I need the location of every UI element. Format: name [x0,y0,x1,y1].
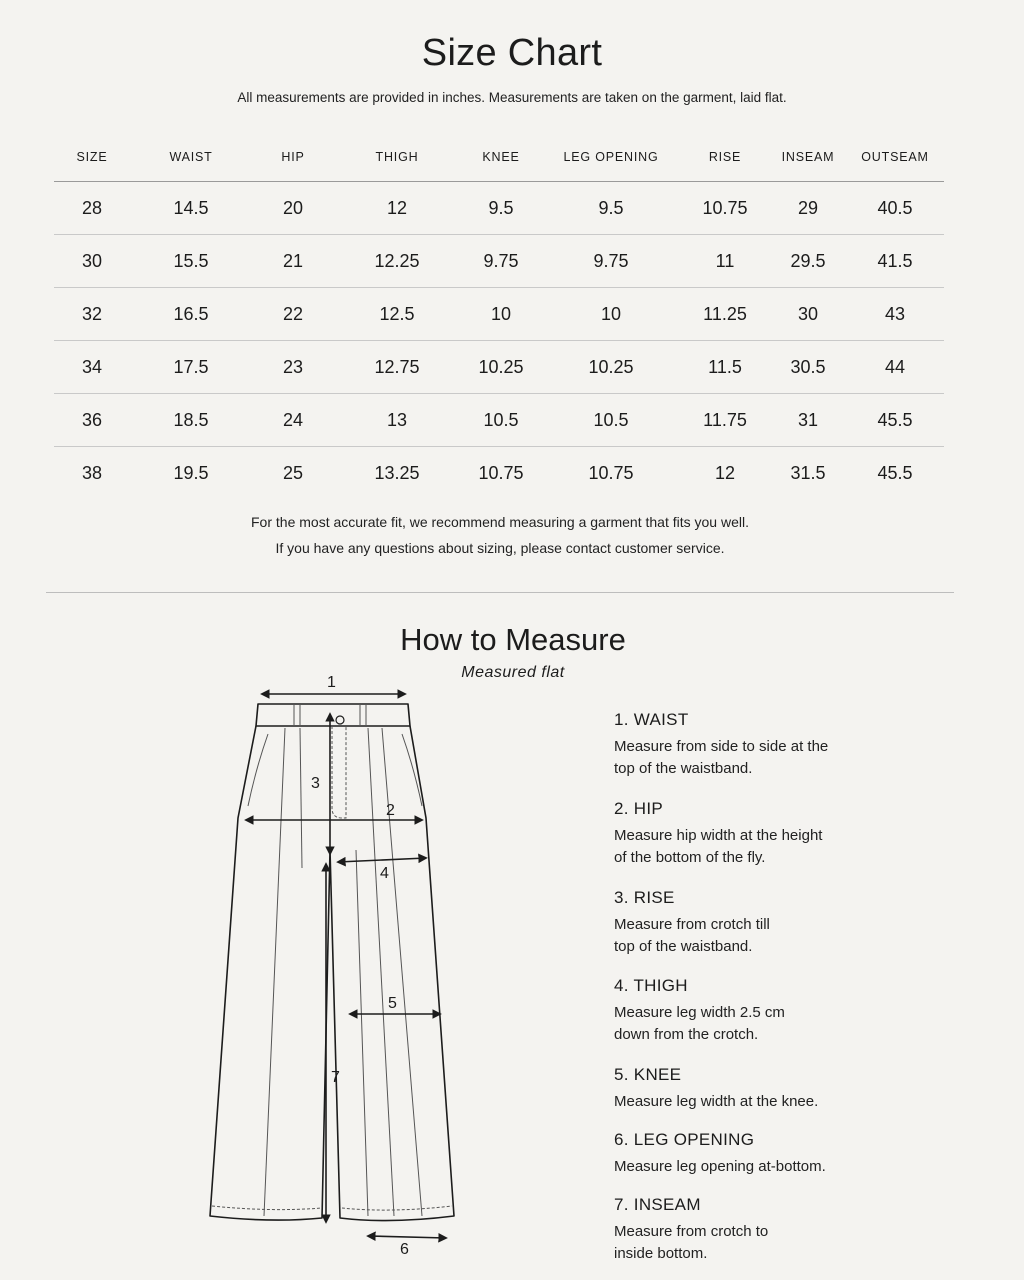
table-cell: 31.5 [790,462,826,483]
table-cell: 22 [252,288,334,341]
table-cell: 28 [54,182,130,235]
table-cell: 12.25 [334,235,460,288]
pants-diagram [190,668,480,1268]
table-cell: 13.25 [374,462,420,483]
table-cell: 38 [81,462,103,483]
step-hip [614,799,914,869]
table-cell: 41.5 [846,235,944,288]
label-2: 2 [386,802,395,819]
table-cell: 24 [252,394,334,447]
pants-details [212,704,452,1216]
table-cell: 12 [714,462,736,483]
label-5: 5 [388,995,397,1012]
table-cell: 45.5 [877,462,913,483]
table-cell: 10 [460,288,542,341]
step-thigh [614,976,914,1046]
page-title: Size Chart [421,32,603,74]
table-header-row [54,132,944,182]
table-cell: 14.5 [130,182,252,235]
fit-note: For the most accurate fit, we recommend measuring a garment that fits you well. [251,514,749,530]
step-title: 4. THIGH [614,976,688,995]
table-cell: 9.75 [460,235,542,288]
table-cell: 9.75 [542,235,680,288]
table-cell: 9.5 [542,182,680,235]
step-description: Measure from crotch to inside bottom. [614,1223,769,1262]
label-6: 6 [400,1241,409,1258]
table-cell: 29.5 [770,235,846,288]
table-cell: 10 [542,288,680,341]
step-description: Measure leg opening at-bottom. [614,1158,826,1175]
table-cell: 30.5 [770,341,846,394]
label-3: 3 [311,775,320,792]
table-cell: 12.5 [334,288,460,341]
table-cell: 13 [334,394,460,447]
column-header: INSEAM [770,132,846,182]
size-table [54,132,944,499]
page-subtitle: All measurements are provided in inches. Measurements are taken on the garment, laid flat. [237,90,787,105]
step-description: Measure leg width 2.5 cm down from the crotch. [614,1004,785,1043]
table-row [54,341,944,394]
table-cell: 15.5 [130,235,252,288]
table-cell: 21 [252,235,334,288]
step-inseam [614,1195,914,1265]
step-title: 3. RISE [614,888,675,907]
step-title: 2. HIP [614,799,664,818]
table-cell: 17.5 [130,341,252,394]
table-cell: 12 [334,182,460,235]
table-cell: 9.5 [460,182,542,235]
column-header: WAIST [130,132,252,182]
table-cell: 30 [54,235,130,288]
column-header: HIP [252,132,334,182]
column-header: THIGH [334,132,460,182]
column-header: OUTSEAM [846,132,944,182]
how-to-measure-subtitle: Measured flat [461,664,565,681]
column-header: KNEE [460,132,542,182]
table-cell: 32 [54,288,130,341]
step-knee [614,1065,914,1113]
table-cell: 20 [252,182,334,235]
table-cell: 29 [770,182,846,235]
table-cell: 10.5 [542,394,680,447]
measurement-arrows [246,694,446,1238]
table-row [54,235,944,288]
table-cell: 11.25 [680,288,770,341]
table-cell: 34 [54,341,130,394]
step-rise [614,888,914,958]
table-cell: 31 [770,394,846,447]
button-icon [336,716,344,724]
table-cell: 10.75 [588,462,634,483]
table-cell: 11.75 [680,394,770,447]
step-waist [614,710,914,780]
table-cell: 10.75 [680,182,770,235]
table-cell: 11 [680,235,770,288]
table-cell: 25 [282,462,304,483]
step-title: 1. WAIST [614,710,689,729]
column-header: RISE [680,132,770,182]
step-leg-opening [614,1130,914,1178]
table-cell: 12.75 [334,341,460,394]
table-cell: 36 [54,394,130,447]
table-cell: 45.5 [846,394,944,447]
table-cell: 10.25 [460,341,542,394]
step-description: Measure from crotch till top of the waistband. [614,916,770,955]
contact-note: If you have any questions about sizing, please contact customer service. [275,540,725,556]
how-to-measure-title: How to Measure [400,622,626,657]
table-cell: 18.5 [130,394,252,447]
table-cell: 30 [770,288,846,341]
step-title: 7. INSEAM [614,1195,701,1214]
step-title: 6. LEG OPENING [614,1130,755,1149]
table-cell: 10.25 [542,341,680,394]
column-header: LEG OPENING [542,132,680,182]
table-row [54,394,944,447]
column-header: SIZE [54,132,130,182]
section-divider [46,592,954,593]
table-cell: 23 [252,341,334,394]
table-cell: 43 [846,288,944,341]
label-1: 1 [327,674,336,691]
table-cell: 40.5 [846,182,944,235]
table-cell: 44 [846,341,944,394]
table-cell: 10.5 [460,394,542,447]
table-cell: 16.5 [130,288,252,341]
table-row [54,447,944,500]
step-description: Measure leg width at the knee. [614,1093,819,1110]
label-4: 4 [380,865,389,882]
table-row [54,182,944,235]
label-7: 7 [331,1069,340,1086]
table-cell: 19.5 [173,462,209,483]
step-description: Measure from side to side at the top of the waistband. [614,738,829,777]
table-cell: 10.75 [478,462,524,483]
step-description: Measure hip width at the height of the bottom of the fly. [614,827,823,866]
table-cell: 11.5 [680,341,770,394]
step-title: 5. KNEE [614,1065,682,1084]
table-row [54,288,944,341]
